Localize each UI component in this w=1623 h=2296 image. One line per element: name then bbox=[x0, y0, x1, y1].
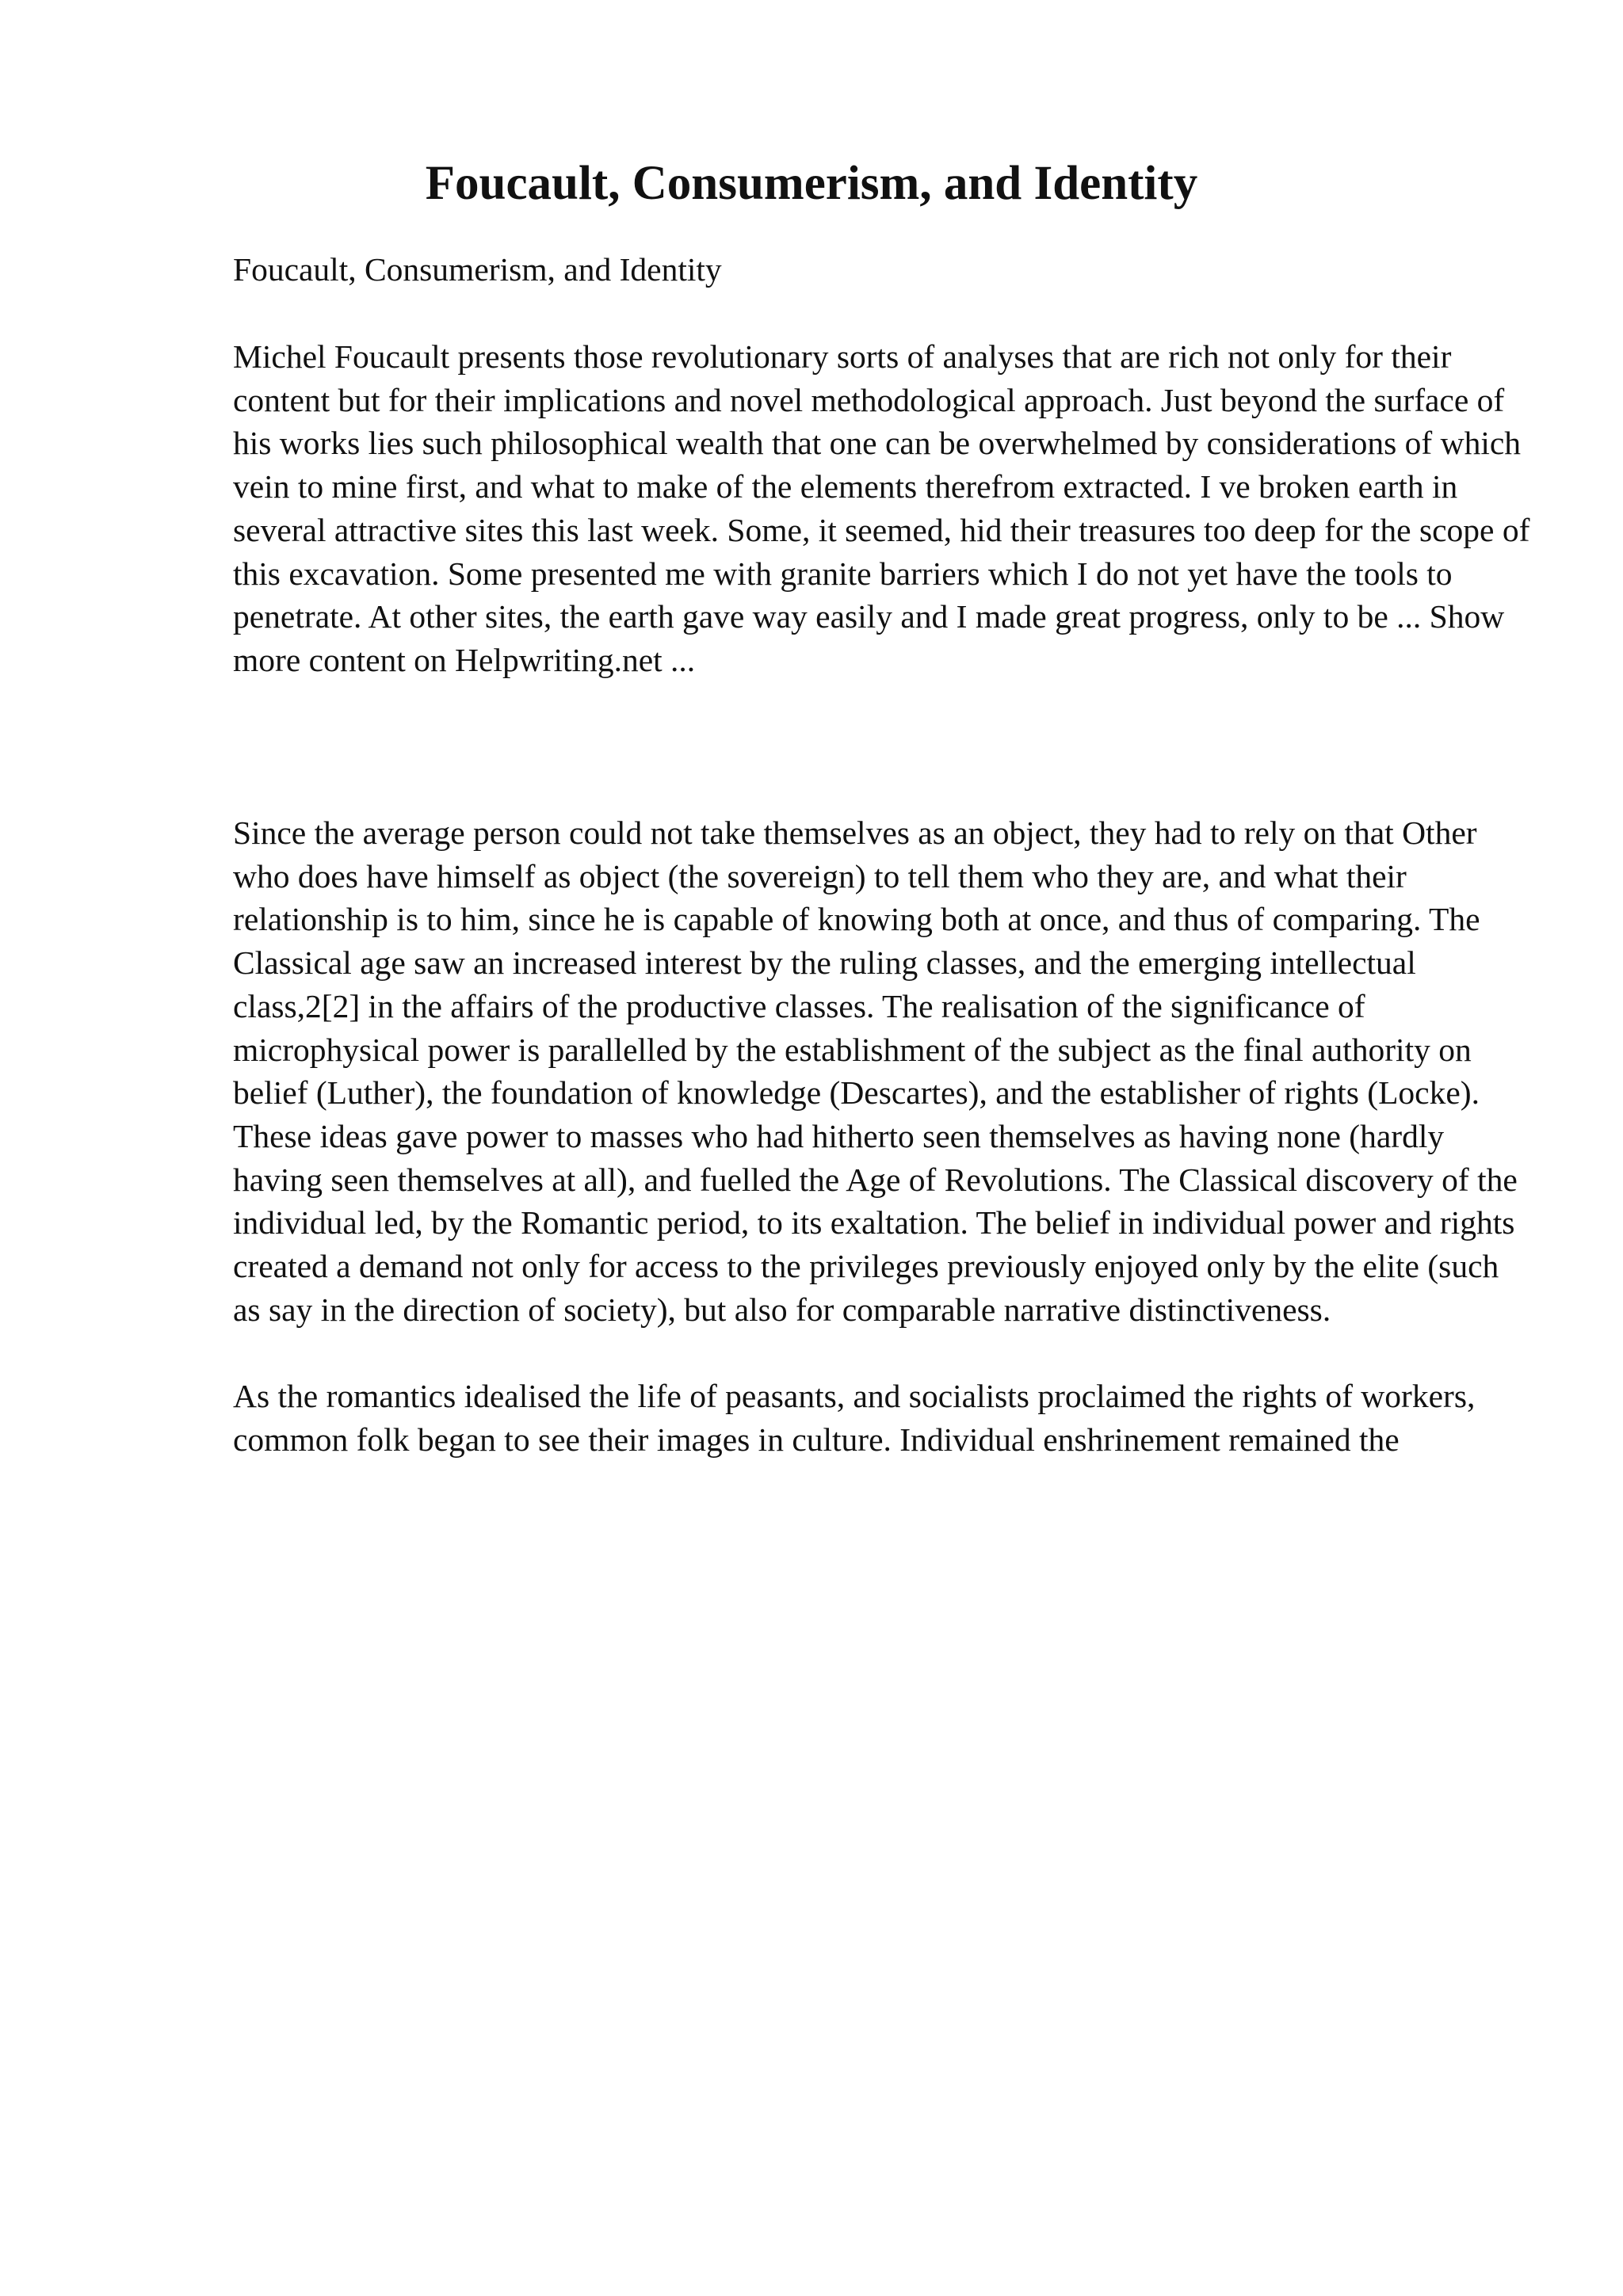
paragraph-group bbox=[233, 811, 1533, 1462]
paragraph-2: Since the average person could not take themselves as an object, they had to rely on that Other who does have himself as object (the sovereign) to tell them who they are, and what their relationship is to him, since he is capable of knowing both at once, and thus of comparing. The Classical age saw an increased interest by the ruling classes, and the emerging intellectual class,2[2] in the affairs of the productive classes. The realisation of the significance of microphysical power is parallelled by the establishment of the subject as the final authority on belief (Luther), the foundation of knowledge (Descartes), and the establisher of rights (Locke). These ideas gave power to masses who had hitherto seen themselves as having none (hardly having seen themselves at all), and fuelled the Age of Revolutions. The Classical discovery of the individual led, by the Romantic period, to its exaltation. The belief in individual power and rights created a demand not only for access to the privileges previously enjoyed only by the elite (such as say in the direction of society), but also for comparable narrative distinctiveness. bbox=[233, 814, 1518, 1328]
paragraph-1: Michel Foucault presents those revolutionary sorts of analyses that are rich not only for their content but for their implications and novel methodological approach. Just beyond the surface of his works lies such philosophical wealth that one can be overwhelmed by considerations of which vein to mine first, and what to make of the elements therefrom extracted. I ve broken earth in several attractive sites this last week. Some, it seemed, hid their treasures too deep for the scope of this excavation. Some presented me with granite barriers which I do not yet have the tools to penetrate. At other sites, the earth gave way easily and I made great progress, only to be ... Show more content on Helpwriting.net ... bbox=[233, 338, 1530, 678]
paragraph-3: As the romantics idealised the life of peasants, and socialists proclaimed the rights of workers, common folk began to see their images in culture. Individual enshrinement remained the bbox=[233, 1378, 1476, 1458]
document-title: Foucault, Consumerism, and Identity bbox=[425, 157, 1198, 210]
document-subtitle: Foucault, Consumerism, and Identity bbox=[233, 251, 722, 288]
